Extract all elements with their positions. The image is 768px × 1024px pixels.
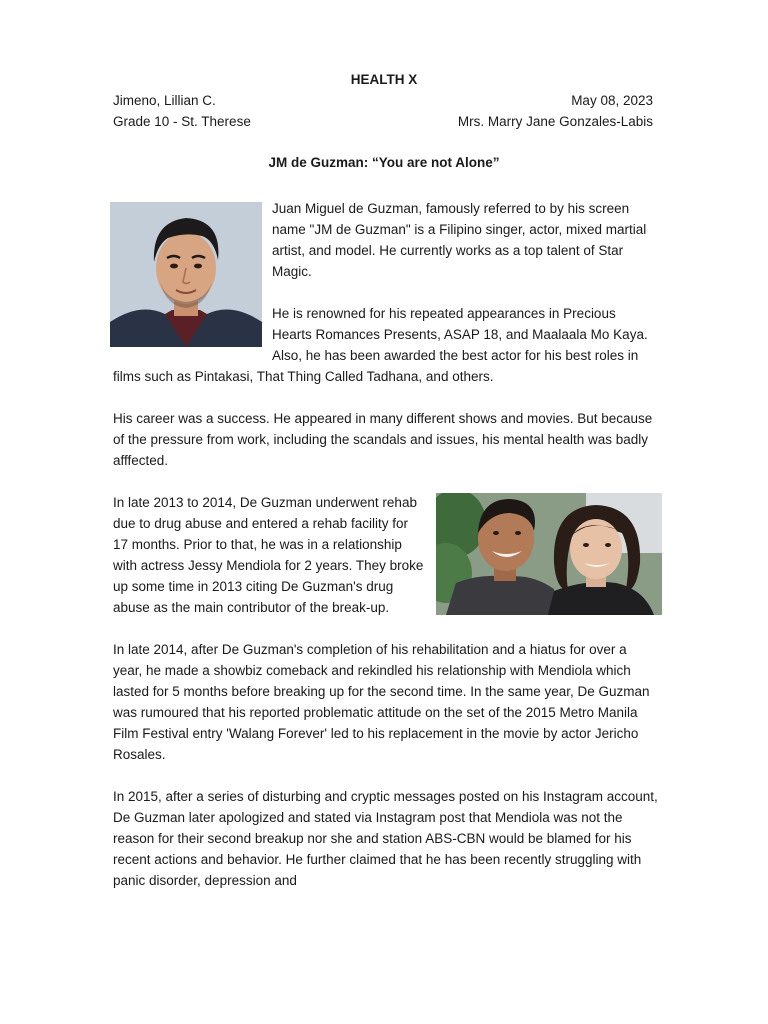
- grade-section: Grade 10 - St. Therese: [113, 114, 251, 129]
- meta-row-grade-teacher: [113, 114, 653, 130]
- meta-row-name-date: [113, 93, 653, 109]
- paragraph-4: In late 2013 to 2014, De Guzman underwent rehab due to drug abuse and entered a rehab facility for 17 months. Prior to that, he was in a relationship with actress Jessy Mendiola for 2 years. They broke up some time in 2013 citing De Guzman's drug abuse as the main contributor of the break-up.: [113, 495, 424, 615]
- student-name: Jimeno, Lillian C.: [113, 93, 216, 108]
- paragraph-1: Juan Miguel de Guzman, famously referred to by his screen name "JM de Guzman" is a Filipino singer, actor, mixed martial artist, and model. He currently works as a top talent of Star Magic.: [272, 201, 647, 279]
- article-body: [113, 198, 658, 912]
- document-date: May 08, 2023: [571, 93, 653, 108]
- document-title: HEALTH X: [350, 72, 418, 87]
- paragraph-6: In 2015, after a series of disturbing and cryptic messages posted on his Instagram account, De Guzman later apologized and stated via Instagram post that Mendiola was not the reason for their second breakup nor she and station ABS-CBN would be blamed for his recent actions and behavior. He further claimed that he has been recently struggling with panic disorder, depression and: [113, 789, 658, 888]
- portrait-photo: [110, 202, 262, 347]
- teacher-name: Mrs. Marry Jane Gonzales-Labis: [457, 114, 653, 129]
- paragraph-3: His career was a success. He appeared in many different shows and movies. But because of the pressure from work, including the scandals and issues, his mental health was badly afffected.: [113, 411, 653, 468]
- article-title: JM de Guzman: “You are not Alone”: [268, 155, 500, 170]
- paragraph-5: In late 2014, after De Guzman's completion of his rehabilitation and a hiatus for over a year, he made a showbiz comeback and rekindled his relationship with Mendiola which lasted for 5 months before breaking up for the second time. In the same year, De Guzman was rumoured that his reported problematic attitude on the set of the 2015 Metro Manila Film Festival entry 'Walang Forever' led to his replacement in the movie by actor Jericho Rosales.: [113, 642, 650, 762]
- paragraph-2: He is renowned for his repeated appearances in Precious Hearts Romances Presents, ASAP 18, and Maalaala Mo Kaya. Also, he has been awarded the best actor for his best roles in films such as Pintakasi, That Thing Called Tadhana, and others.: [113, 306, 648, 384]
- couple-photo: [436, 493, 662, 615]
